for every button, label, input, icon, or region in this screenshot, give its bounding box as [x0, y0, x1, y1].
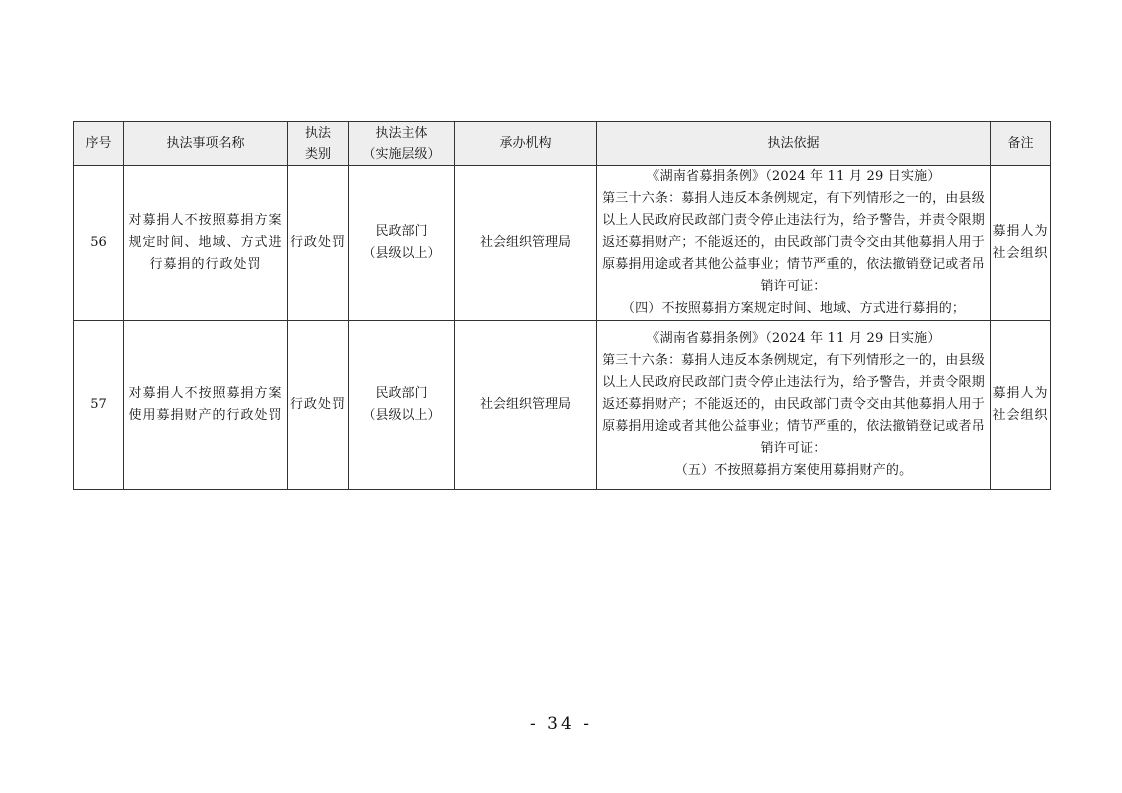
- page-number: - 34 -: [530, 714, 592, 734]
- cell-subject: [349, 321, 455, 490]
- header-agency: 承办机构: [455, 122, 597, 166]
- cell-category: 行政处罚: [288, 321, 349, 490]
- header-subject-line-1: 执法主体: [375, 125, 428, 141]
- basis-regulation-title: 《湖南省募捐条例》（2024 年 11 月 29 日实施）: [646, 169, 941, 184]
- header-subject: [349, 122, 455, 166]
- header-item-name: 执法事项名称: [124, 122, 288, 166]
- basis-clause-text: （五）不按照募捐方案使用募捐财产的。: [674, 463, 913, 478]
- basis-regulation-title: 《湖南省募捐条例》（2024 年 11 月 29 日实施）: [646, 331, 941, 346]
- basis-article-text: 第三十六条：募捐人违反本条例规定，有下列情形之一的，由县级以上人民政府民政部门责令停止违法行为，给予警告，并责令限期返还募捐财产；不能返还的，由民政部门责令交由其他募捐人用于原募捐用途或者其他公益事业；情节严重的，依法撤销登记或者吊销许可证：: [602, 353, 985, 456]
- header-subject-line-2: （实施层级）: [362, 146, 441, 162]
- table-row: [74, 166, 1051, 321]
- cell-agency: 社会组织管理局: [455, 321, 597, 490]
- cell-legal-basis: [597, 166, 991, 321]
- cell-item-name: 对募捐人不按照募捐方案规定时间、地域、方式进行募捐的行政处罚: [124, 166, 288, 321]
- cell-legal-basis: [597, 321, 991, 490]
- cell-note: 募捐人为社会组织: [991, 166, 1051, 321]
- cell-subject-line-2: （县级以上）: [362, 246, 441, 261]
- table-row: [74, 321, 1051, 490]
- enforcement-items-table: [73, 121, 1051, 490]
- cell-note: 募捐人为社会组织: [991, 321, 1051, 490]
- cell-agency: 社会组织管理局: [455, 166, 597, 321]
- cell-item-name: 对募捐人不按照募捐方案使用募捐财产的行政处罚: [124, 321, 288, 490]
- header-serial-number: 序号: [74, 122, 124, 166]
- header-note: 备注: [991, 122, 1051, 166]
- table-header-row: [74, 122, 1051, 166]
- header-category: [288, 122, 349, 166]
- cell-category: 行政处罚: [288, 166, 349, 321]
- header-category-line-2: 类别: [304, 146, 331, 162]
- basis-clause-text: （四）不按照募捐方案规定时间、地域、方式进行募捐的；: [621, 301, 966, 316]
- cell-subject: [349, 166, 455, 321]
- basis-article-text: 第三十六条：募捐人违反本条例规定，有下列情形之一的，由县级以上人民政府民政部门责令停止违法行为，给予警告，并责令限期返还募捐财产；不能返还的，由民政部门责令交由其他募捐人用于原募捐用途或者其他公益事业；情节严重的，依法撤销登记或者吊销许可证：: [602, 191, 985, 294]
- cell-serial-number: 57: [74, 321, 124, 490]
- cell-subject-line-2: （县级以上）: [362, 408, 441, 423]
- header-legal-basis: 执法依据: [597, 122, 991, 166]
- cell-subject-line-1: 民政部门: [375, 224, 428, 239]
- cell-subject-line-1: 民政部门: [375, 386, 428, 401]
- cell-serial-number: 56: [74, 166, 124, 321]
- header-category-line-1: 执法: [304, 125, 331, 141]
